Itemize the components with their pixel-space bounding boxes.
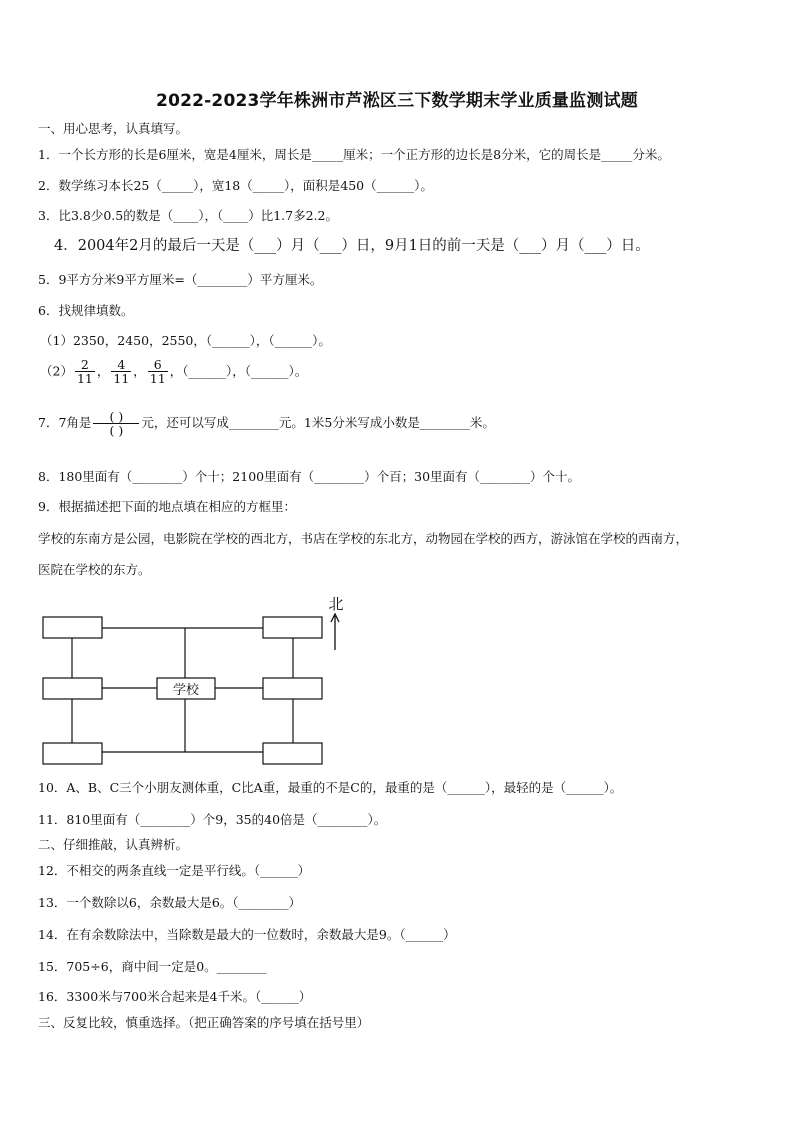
q7-prefix: 7．7角是 (38, 415, 92, 430)
question-15: 15．705÷6，商中间一定是0。________ (38, 959, 267, 974)
q6-2-suffix: ，（______），（______）。 (169, 363, 308, 379)
north-label: 北 (328, 595, 344, 613)
question-1: 1．一个长方形的长是6厘米，宽是4厘米，周长是_____厘米；一个正方形的边长是8分米，它的周长是_____分米。 (38, 147, 670, 162)
question-16: 16．3300米与700米合起来是4千米。（______） (38, 989, 312, 1004)
question-9-desc-line-2: 医院在学校的东方。 (38, 562, 151, 577)
north-arrow-icon (331, 614, 339, 650)
question-9-desc-line-1: 学校的东南方是公园，电影院在学校的西北方，书店在学校的东北方，动物园在学校的西方，游泳馆在学校的西南方， (38, 531, 689, 546)
question-6-part-1: （1）2350，2450，2550，（______），（______）。 (40, 333, 331, 348)
question-8: 8．180里面有（________）个十；2100里面有（________）个百；30里面有（________）个十。 (38, 469, 581, 484)
question-14: 14．在有余数除法中，当除数是最大的一位数时，余数最大是9。（______） (38, 927, 456, 942)
box-southeast[interactable] (263, 743, 322, 764)
box-northeast[interactable] (263, 617, 322, 638)
box-northwest[interactable] (43, 617, 102, 638)
question-6-part-2: （2） $\frac{2}{11}$ ， $\frac{4}{11}$ ， $\frac{6}{11}$ ，（______），（______）。 (40, 357, 308, 386)
section-3-heading: 三、反复比较，慎重选择。（把正确答案的序号填在括号里） (38, 1015, 370, 1030)
question-3: 3．比3.8少0.5的数是（____），（____）比1.7多2.2。 (38, 208, 338, 223)
fraction-2: $\frac{4}{11}$ (113, 357, 130, 386)
page-title: 2022-2023学年株洲市芦淞区三下数学期末学业质量监测试题 (156, 91, 638, 111)
fraction-1: $\frac{2}{11}$ (76, 357, 93, 386)
question-9: 9．根据描述把下面的地点填在相应的方框里： (38, 499, 296, 514)
section-1-heading: 一、用心思考，认真填写。 (38, 121, 189, 136)
question-6: 6．找规律填数。 (38, 303, 134, 318)
box-southwest[interactable] (43, 743, 102, 764)
q7-blank-fraction: ( ) ( ) (93, 410, 139, 437)
section-2-heading: 二、仔细推敲，认真辨析。 (38, 837, 189, 852)
question-2: 2．数学练习本长25（_____），宽18（_____），面积是450（______）。 (38, 178, 433, 193)
fraction-3: $\frac{6}{11}$ (149, 357, 166, 386)
question-13: 13．一个数除以6，余数最大是6。（________） (38, 895, 302, 910)
q6-2-prefix: （2） (40, 363, 73, 379)
question-4: 4．2004年2月的最后一天是（___）月（___）日，9月1日的前一天是（___）月（___）日。 (54, 238, 650, 254)
box-west[interactable] (43, 678, 102, 699)
box-east[interactable] (263, 678, 322, 699)
school-label: 学校 (172, 683, 200, 698)
q7-suffix: 元，还可以写成________元。1米5分米写成小数是________米。 (141, 415, 495, 430)
question-12: 12．不相交的两条直线一定是平行线。（______） (38, 863, 311, 878)
question-5: 5．9平方分米9平方厘米=（________）平方厘米。 (38, 272, 323, 287)
question-10: 10．A、B、C三个小朋友测体重，C比A重，最重的不是C的，最重的是（______），最轻的是（______）。 (38, 780, 623, 795)
question-11: 11．810里面有（________）个9，35的40倍是（________）。 (38, 812, 387, 827)
